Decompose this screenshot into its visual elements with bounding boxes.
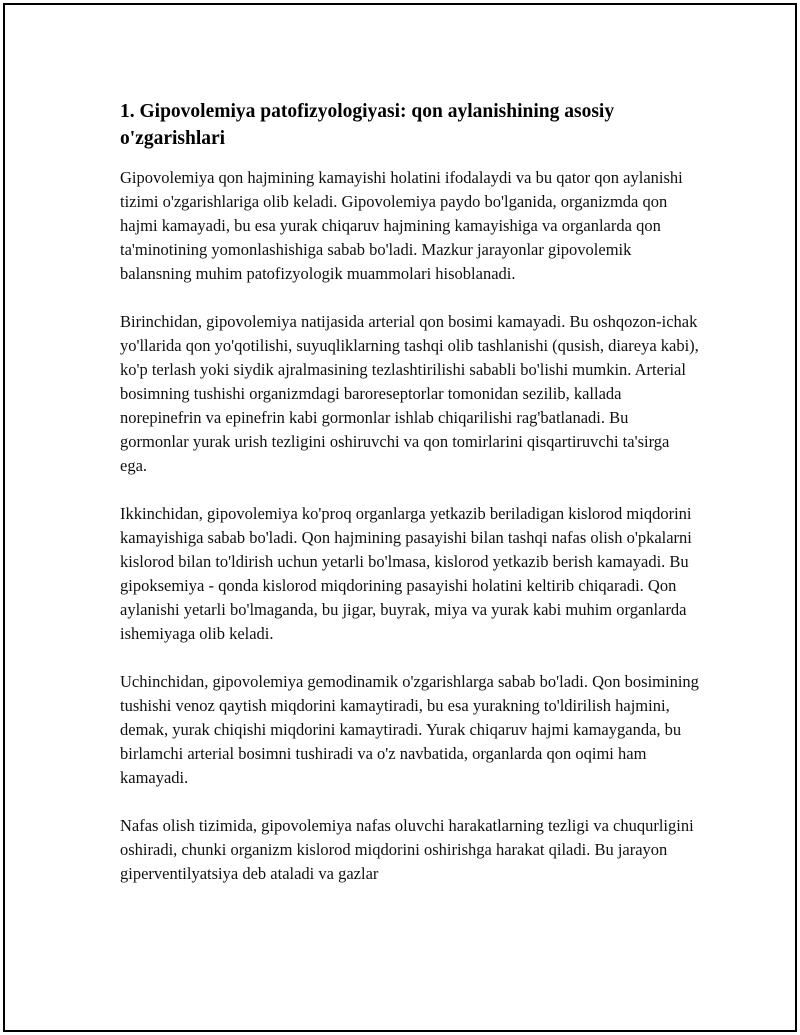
document-body xyxy=(120,98,700,910)
paragraph-intro: Gipovolemiya qon hajmining kamayishi holatini ifodalaydi va bu qator qon aylanishi tizimi o'zgarishlariga olib keladi. Gipovolemiya paydo bo'lganida, organizmda qon hajmi kamayadi, bu esa yurak chiqaruv hajmining kamayishiga va organlarda qon ta'minotining yomonlashishiga sabab bo'ladi. Mazkur jarayonlar gipovolemik balansning muhim patofizyologik muammolari hisoblanadi. xyxy=(120,168,683,283)
page-frame xyxy=(3,3,797,1032)
section-heading: 1. Gipovolemiya patofizyologiyasi: qon aylanishining asosiy o'zgarishlari xyxy=(120,101,615,149)
paragraph-respiratory: Nafas olish tizimida, gipovolemiya nafas oluvchi harakatlarning tezligi va chuqurligini oshiradi, chunki organizm kislorod miqdorini oshirishga harakat qiladi. Bu jarayon giperventilyatsiya deb ataladi va gazlar xyxy=(120,816,694,883)
paragraph-first: Birinchidan, gipovolemiya natijasida arterial qon bosimi kamayadi. Bu oshqozon-ichak yo'llarida qon yo'qotilishi, suyuqliklarning tashqi olib tashlanishi (qusish, diareya kabi), ko'p terlash yoki siydik ajralmasining tezlashtirilishi sababli bo'lishi mumkin. Arterial bosimning tushishi organizmdagi baroreseptorlar tomonidan sezilib, kallada norepinefrin va epinefrin kabi gormonlar ishlab chiqarilishi rag'batlanadi. Bu gormonlar yurak urish tezligini oshiruvchi va qon tomirlarini qisqartiruvchi ta'sirga ega. xyxy=(120,312,699,475)
paragraph-second: Ikkinchidan, gipovolemiya ko'proq organlarga yetkazib beriladigan kislorod miqdorini kamayishiga sabab bo'ladi. Qon hajmining pasayishi bilan tashqi nafas olish o'pkalarni kislorod bilan to'ldirish uchun yetarli bo'lmasa, kislorod yetkazib berish kamayadi. Bu gipoksemiya - qonda kislorod miqdorining pasayishi holatini keltirib chiqaradi. Qon aylanishi yetarli bo'lmaganda, bu jigar, buyrak, miya va yurak kabi muhim organlarda ishemiyaga olib keladi. xyxy=(120,504,692,643)
paragraph-third: Uchinchidan, gipovolemiya gemodinamik o'zgarishlarga sabab bo'ladi. Qon bosimining tushishi venoz qaytish miqdorini kamaytiradi, bu esa yurakning to'ldirilish hajmini, demak, yurak chiqishi miqdorini kamaytiradi. Yurak chiqaruv hajmi kamayganda, bu birlamchi arterial bosimni tushiradi va o'z navbatida, organlarda qon oqimi ham kamayadi. xyxy=(120,672,699,787)
